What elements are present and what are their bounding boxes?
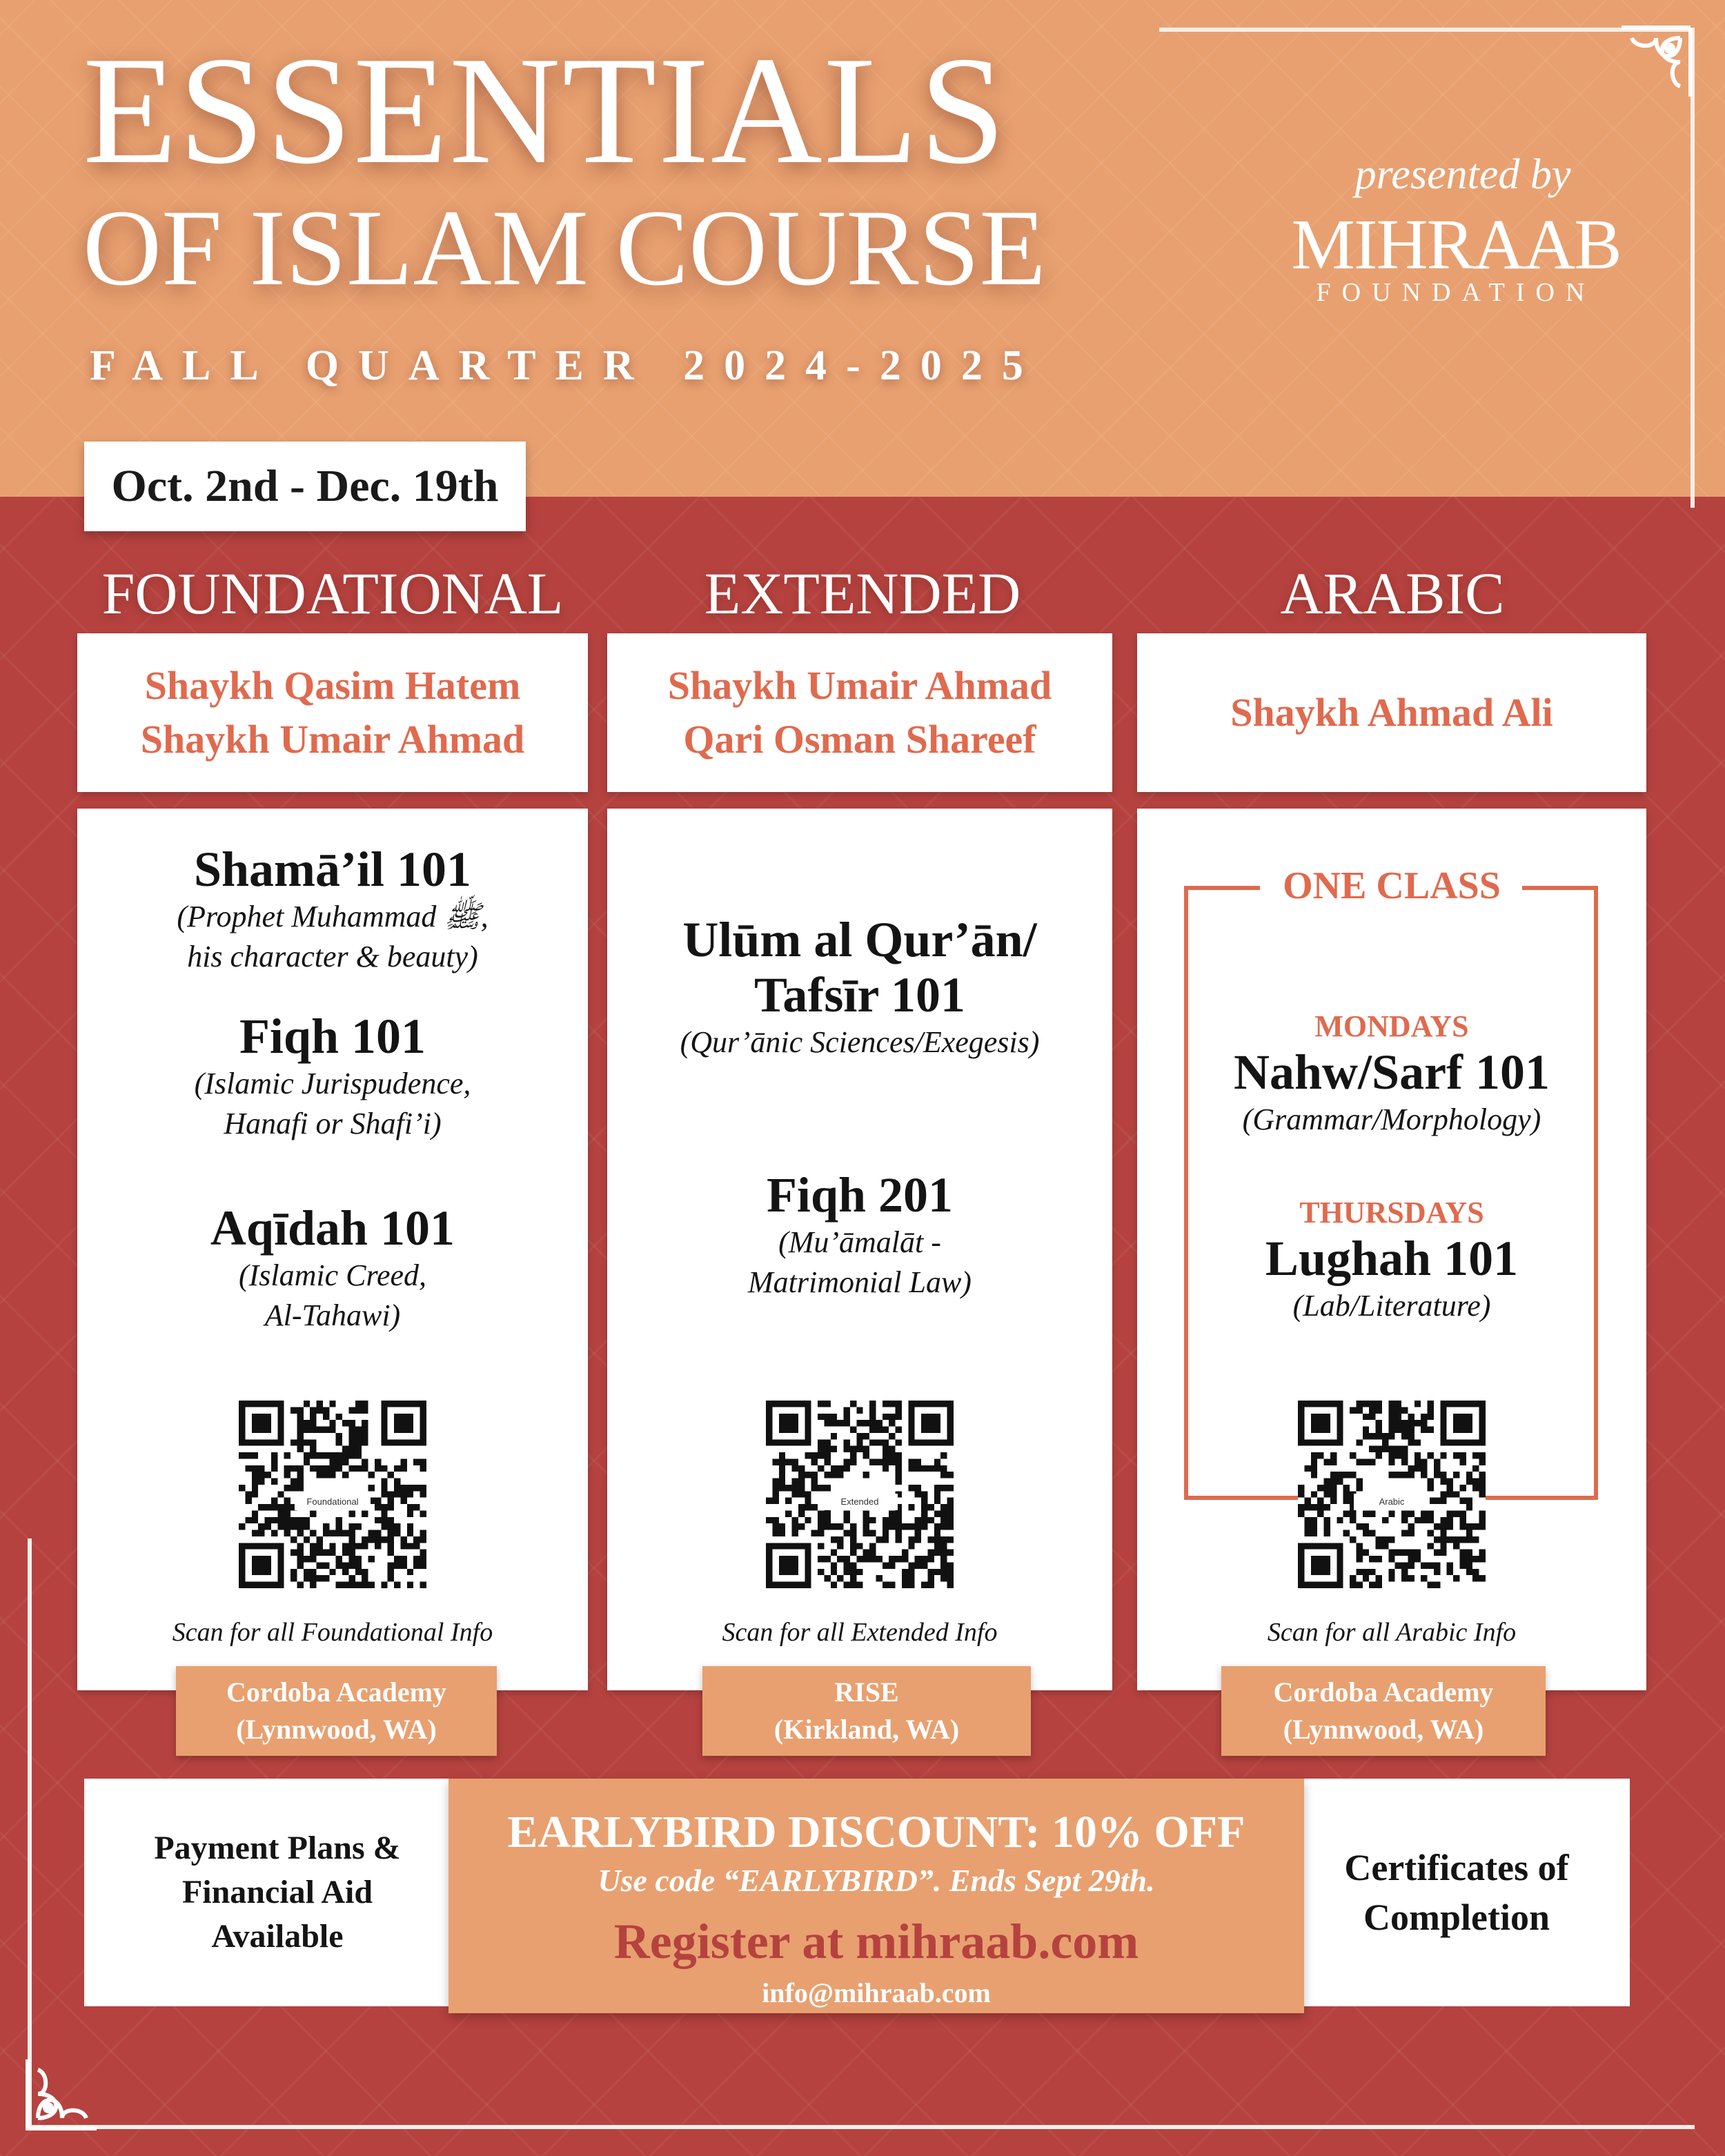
course-name: Nahw/Sarf 101: [1233, 1045, 1550, 1100]
course-nahw-sarf: [1137, 1009, 1646, 1140]
certificate-text: Completion: [1363, 1897, 1550, 1938]
discount-title: EARLYBIRD DISCOUNT: 10% OFF: [507, 1807, 1245, 1857]
instructors-foundational: [77, 633, 588, 792]
course-desc: his character & beauty): [187, 940, 478, 973]
discount-subtitle: Use code “EARLYBIRD”. Ends Sept 29th.: [598, 1863, 1155, 1898]
course-name: Aqīdah 101: [210, 1200, 455, 1256]
instructor-name: Shaykh Ahmad Ali: [1230, 690, 1553, 735]
course-title-line2: OF ISLAM COURSE: [83, 188, 1046, 308]
location-city: (Lynnwood, WA): [1283, 1714, 1484, 1745]
course-desc: (Lab/Literature): [1292, 1289, 1491, 1323]
course-desc: Matrimonial Law): [748, 1265, 972, 1299]
column-heading-extended: EXTENDED: [704, 560, 1021, 626]
course-name: Lughah 101: [1265, 1231, 1519, 1286]
presented-by: presented by: [1354, 151, 1571, 198]
certificate-text: Certificates of: [1344, 1847, 1569, 1888]
course-desc: (Prophet Muhammad ﷺ,: [177, 900, 489, 933]
course-name: Tafsīr 101: [753, 967, 966, 1022]
location-city: (Kirkland, WA): [773, 1714, 960, 1745]
scan-instruction: Scan for all Extended Info: [722, 1618, 998, 1647]
course-desc: (Islamic Creed,: [238, 1258, 427, 1292]
instructor-name: Shaykh Qasim Hatem: [144, 663, 521, 708]
course-lughah: [1137, 1195, 1646, 1326]
course-day: THURSDAYS: [1299, 1196, 1484, 1229]
course-shamail: [77, 842, 588, 977]
course-desc: Al-Tahawi): [264, 1298, 401, 1332]
instructors-arabic: [1137, 633, 1646, 792]
scan-instruction: Scan for all Foundational Info: [172, 1618, 493, 1647]
course-list-extended: [607, 809, 1112, 1690]
location-foundational: [176, 1666, 497, 1756]
quarter-subtitle: FALL QUARTER 2024-2025: [90, 342, 1043, 389]
certificate-info-box: [1283, 1779, 1630, 2006]
course-name: Fiqh 101: [239, 1009, 426, 1064]
course-desc: (Qur’ānic Sciences/Exegesis): [680, 1025, 1040, 1059]
course-list-arabic: [1137, 809, 1646, 1690]
qr-label: Extended: [822, 1494, 898, 1510]
location-arabic: [1221, 1666, 1546, 1756]
payment-text: Payment Plans &: [154, 1830, 401, 1866]
one-class-label: ONE CLASS: [1283, 864, 1501, 907]
course-list-foundational: [77, 809, 588, 1690]
course-aqidah: [77, 1200, 588, 1336]
location-name: Cordoba Academy: [226, 1677, 446, 1708]
location-name: RISE: [834, 1677, 899, 1708]
course-desc: (Mu’āmalāt -: [778, 1225, 941, 1259]
column-heading-arabic: ARABIC: [1280, 560, 1505, 626]
register-link[interactable]: Register at mihraab.com: [613, 1914, 1139, 1969]
email-link[interactable]: info@mihraab.com: [762, 1977, 991, 2008]
instructor-name: Shaykh Umair Ahmad: [140, 717, 525, 762]
earlybird-promo: [448, 1779, 1304, 2013]
org-logo-sub: FOUNDATION: [1316, 278, 1596, 307]
course-name: Shamā’il 101: [193, 842, 472, 897]
payment-info-box: [84, 1779, 471, 2006]
course-fiqh-101: [77, 1009, 588, 1144]
payment-text: Financial Aid: [181, 1874, 373, 1910]
org-logo-name: MIHRAAB: [1291, 205, 1621, 284]
location-city: (Lynnwood, WA): [236, 1714, 437, 1745]
instructor-name: Shaykh Umair Ahmad: [667, 663, 1052, 708]
course-day: MONDAYS: [1314, 1009, 1469, 1043]
date-range-badge: Oct. 2nd - Dec. 19th: [84, 442, 526, 531]
scan-instruction: Scan for all Arabic Info: [1267, 1618, 1517, 1647]
course-title: ESSENTIALS: [83, 25, 1007, 196]
course-name: Ulūm al Qur’ān/: [682, 912, 1037, 967]
instructor-name: Qari Osman Shareef: [683, 717, 1036, 762]
qr-label: Arabic: [1354, 1494, 1430, 1510]
course-fiqh-201: [607, 1167, 1112, 1303]
course-desc: Hanafi or Shafi’i): [224, 1107, 442, 1140]
payment-text: Available: [211, 1918, 344, 1955]
location-extended: [702, 1666, 1031, 1756]
ornament-corner-icon: [21, 2053, 103, 2135]
qr-label: Foundational: [295, 1494, 371, 1510]
course-desc: (Grammar/Morphology): [1242, 1102, 1541, 1136]
course-name: Fiqh 201: [766, 1167, 954, 1223]
course-ulum-al-quran: [607, 912, 1112, 1062]
column-heading-foundational: FOUNDATIONAL: [101, 560, 564, 626]
location-name: Cordoba Academy: [1273, 1677, 1494, 1708]
course-desc: (Islamic Jurispudence,: [194, 1067, 471, 1100]
ornament-corner-icon: [1615, 21, 1697, 103]
instructors-extended: [607, 633, 1112, 792]
